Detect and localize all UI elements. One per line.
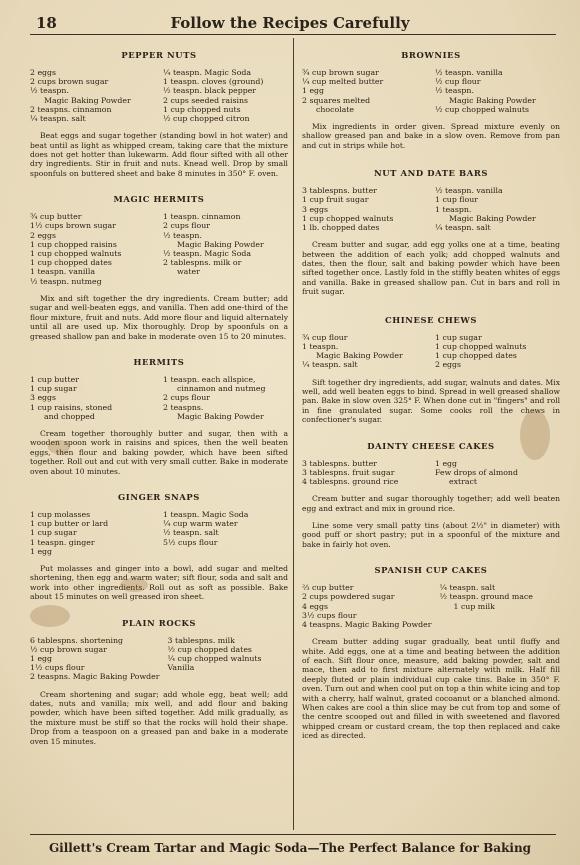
header-rule xyxy=(30,34,556,35)
ingredient: Magic Baking Powder xyxy=(449,95,536,105)
ingredient: water xyxy=(177,267,200,277)
ingredient: ¼ teaspn. salt xyxy=(439,583,496,593)
directions: Put molasses and ginger into a bowl, add sugar and melted shortening, then egg and warm water; sift flour, soda and salt and work into other ingredients. Roll out as soft as possible. Bake about 15 minutes on well greased iron sheet. xyxy=(30,563,288,602)
ingredient: 4 eggs xyxy=(302,601,329,611)
ingredient: Magic Baking Powder xyxy=(177,239,264,249)
ingredient: 2 teaspns. cinnamon xyxy=(30,104,112,114)
stain-mark xyxy=(48,440,70,454)
ingredient: ½ cup chopped citron xyxy=(163,114,250,124)
ingredient: ½ teaspn. salt xyxy=(163,528,219,538)
ingredient: 2 cups flour xyxy=(163,393,210,403)
recipe-hermits xyxy=(30,357,288,476)
page-footer: Gillett's Cream Tartar and Magic Soda—The Perfect Balance for Baking xyxy=(48,841,532,855)
ingredient: 2 cups flour xyxy=(163,221,210,231)
ingredient: ¼ cup melted butter xyxy=(302,77,384,87)
ingredient: 3½ cups flour xyxy=(302,610,357,620)
ingredient: and chopped xyxy=(44,411,95,421)
ingredient: ½ teaspn. vanilla xyxy=(435,68,503,77)
ingredient: ½ cup flour xyxy=(435,77,481,87)
stain-mark xyxy=(120,578,148,592)
ingredient: 1 cup raisins, stoned xyxy=(30,402,113,412)
ingredient: 2 teaspns. xyxy=(163,402,204,412)
ingredient: 1 cup chopped dates xyxy=(30,258,112,268)
ingredient: Magic Baking Powder xyxy=(449,213,536,223)
ingredient: chocolate xyxy=(316,104,355,114)
ingredient: 1 teaspn. vanilla xyxy=(30,267,96,277)
ingredient: 1 cup chopped nuts xyxy=(163,104,241,114)
ingredient: Magic Baking Powder xyxy=(316,351,403,361)
ingredients xyxy=(30,375,288,421)
directions: Cream shortening and sugar; add whole egg, beat well; add dates, nuts and vanilla; mix well, and add flour and baking powder, which have been sifted together. Add milk gradually, as the mixture must be stiff so that the rocks will hold their shape. Drop from a teaspoon on a greased pan and bake in a moderate oven 15 minutes. xyxy=(30,689,288,746)
ingredients xyxy=(30,510,288,556)
recipe-title: DAINTY CHEESE CAKES xyxy=(367,440,495,451)
ingredients xyxy=(30,68,288,123)
left-column xyxy=(30,44,288,756)
ingredient: ½ cup chopped walnuts xyxy=(435,104,530,114)
ingredients xyxy=(302,583,560,629)
recipe-title: PEPPER NUTS xyxy=(121,50,197,60)
recipe-dainty-cheese-cakes xyxy=(302,441,560,550)
recipe-title: MAGIC HERMITS xyxy=(113,194,205,205)
ingredient: ¾ cup butter xyxy=(30,212,82,222)
page-number: 18 xyxy=(36,14,57,32)
recipe-title: NUT AND DATE BARS xyxy=(373,168,489,179)
ingredient: 1 cup fruit sugar xyxy=(302,195,369,205)
ingredient: ⅔ cup butter xyxy=(302,583,354,593)
ingredient: 1 teaspn. ginger xyxy=(30,537,95,547)
ingredient: 1 cup flour xyxy=(435,195,478,205)
recipe-ginger-snaps xyxy=(30,492,288,602)
ingredient: 2 cups seeded raisins xyxy=(163,95,248,105)
ingredient: ¾ cup brown sugar xyxy=(302,68,379,77)
ingredient: 2 teaspns. Magic Baking Powder xyxy=(30,672,160,682)
ingredient: 6 tablespns. shortening xyxy=(30,635,124,645)
ingredient: 1 cup sugar xyxy=(30,528,77,538)
directions: Cream butter adding sugar gradually, beat until fluffy and white. Add eggs, one at a time and beating between the addition of each. Sift flour once, measure, add baking powder, salt and mace, then add to first mixture alternately with milk. Half fill deeply fluted or plain individual cup cake tins. Bake in 350° F. oven. Turn out and when cool put on top a thin white icing and top with a cherry, half walnut, grated cocoanut or a blanched almond. When cakes are cool a thin slice may be cut from top and some of the centre scooped out and filled in with sweetened and flavored whipped cream or custard cream, the top then replaced and cake iced as directed. xyxy=(302,637,560,741)
ingredient: 1 cup butter or lard xyxy=(30,519,109,529)
ingredients xyxy=(302,333,560,370)
ingredient: ½ teaspn. black pepper xyxy=(163,86,257,96)
ingredient: ¼ cup chopped walnuts xyxy=(167,654,262,663)
ingredient: ½ teaspn. xyxy=(435,86,474,96)
ingredient: 1 teaspn. cloves (ground) xyxy=(163,77,264,87)
ingredient: 1½ cups brown sugar xyxy=(30,221,116,231)
ingredient: 1 teaspn. cinnamon xyxy=(163,212,241,222)
ingredient: 2 eggs xyxy=(30,230,57,240)
directions: Sift together dry ingredients, add sugar, walnuts and dates. Mix well, add well beaten eggs to bind. Spread in well greased shallow pan. Bake in slow oven 325° F. When done cut in "fingers" and roll in fine granulated sugar. Some cooks roll the chews in confectioner's sugar. xyxy=(302,377,560,425)
ingredients xyxy=(302,68,560,114)
recipe-pepper-nuts xyxy=(30,50,288,178)
directions-continued: Line some very small patty tins (about 2½" in diameter) with good puff or short pastry; put in a spoonful of the mixture and bake in fairly hot oven. xyxy=(302,520,560,549)
ingredient: 3 tablespns. milk xyxy=(167,635,235,645)
ingredient: 3 tablespns. butter xyxy=(302,458,377,468)
ingredient: ½ teaspn. ground mace xyxy=(439,592,533,602)
ingredient: ½ teaspn. Magic Soda xyxy=(163,249,252,259)
directions: Cream together thoroughly butter and sugar, then with a wooden spoon work in raisins and spices, then the well beaten eggs, then flour and baking powder, which have been sifted together. Roll out and cut with very small cutter. Bake in moderate oven about 10 minutes. xyxy=(30,428,288,476)
ingredient: 1 cup chopped dates xyxy=(435,351,517,361)
ingredient: ½ cup chopped dates xyxy=(167,644,252,654)
ingredients xyxy=(30,212,288,286)
directions: Cream butter and sugar, add egg yolks one at a time, beating between the addition of each yolk; add chopped walnuts and dates, then the flour, salt and baking powder which have been sifted together once. Lastly fold in the stiffly beaten whites of eggs and vanilla. Bake in greased shallow pan. Cut in bars and roll in fruit sugar. xyxy=(302,240,560,297)
ingredient: ¼ teaspn. salt xyxy=(302,360,358,370)
ingredient: 1 cup chopped walnuts xyxy=(302,213,394,223)
recipe-title: HERMITS xyxy=(133,356,185,367)
directions: Beat eggs and sugar together (standing bowl in hot water) and beat until as light as whipped cream, taking care that the mixture does not get hotter than lukewarm. Add flour sifted with all other dry ingredients. Stir in fruit and nuts. Knead well. Drop by small spoonfuls on buttered sheet and bake 8 minutes in 350° F. oven. xyxy=(30,131,288,178)
ingredient: 2 cups powdered sugar xyxy=(302,592,395,602)
ingredient: 5½ cups flour xyxy=(163,537,218,547)
ingredient: 1 egg xyxy=(30,654,53,663)
ingredient: 1 cup sugar xyxy=(435,332,482,342)
ingredient: 1 teaspn. Magic Soda xyxy=(163,509,249,519)
ingredient: 3 tablespns. butter xyxy=(302,186,377,196)
ingredient: Few drops of almond xyxy=(435,467,518,477)
ingredient: ½ cup brown sugar xyxy=(30,644,107,654)
ingredient: 1 egg xyxy=(30,546,53,556)
ingredient: 1 teaspn. xyxy=(435,204,472,214)
directions: Mix ingredients in order given. Spread mixture evenly on shallow greased pan and bake in a slow oven. Remove from pan and cut in strips while hot. xyxy=(302,122,560,150)
ingredient: 1 egg xyxy=(435,458,458,468)
ingredient: 2 squares melted xyxy=(302,95,371,105)
ingredient: Vanilla xyxy=(167,663,195,673)
ingredient: 3 eggs xyxy=(302,204,329,214)
recipe-brownies xyxy=(302,50,560,150)
right-column xyxy=(302,44,560,751)
recipe-title: BROWNIES xyxy=(401,50,461,60)
ingredient: 1 teaspn. each allspice, xyxy=(163,374,256,384)
ingredient: cinnamon and nutmeg xyxy=(177,384,266,394)
ingredient: 2 cups brown sugar xyxy=(30,77,109,87)
ingredient: 1 cup molasses xyxy=(30,509,91,519)
ingredient: ¼ teaspn. Magic Soda xyxy=(163,68,252,77)
recipe-nut-and-date-bars xyxy=(302,168,560,296)
ingredient: 1 cup milk xyxy=(453,601,495,611)
ingredient: ¼ teaspn. salt xyxy=(30,114,86,124)
ingredient: 4 tablespns. ground rice xyxy=(302,476,399,486)
ingredient: ½ teaspn. xyxy=(30,86,69,96)
ingredient: 4 teaspns. Magic Baking Powder xyxy=(302,619,432,629)
ingredient: 2 eggs xyxy=(435,360,462,370)
recipe-plain-rocks xyxy=(30,618,288,746)
ingredient: 1 teaspn. xyxy=(302,341,339,351)
ingredient: 2 eggs xyxy=(30,68,57,77)
ingredient: 1½ cups flour xyxy=(30,663,85,673)
ingredient: ¾ cup flour xyxy=(302,332,348,342)
ingredient: 1 lb. chopped dates xyxy=(302,223,380,233)
recipe-title: PLAIN ROCKS xyxy=(121,617,197,628)
ingredient: Magic Baking Powder xyxy=(177,411,264,421)
footer-rule xyxy=(30,834,556,835)
ingredient: 1 cup chopped walnuts xyxy=(435,341,527,351)
recipe-title: SPANISH CUP CAKES xyxy=(374,565,488,576)
recipe-chinese-chews xyxy=(302,315,560,425)
ingredient: 1 cup chopped raisins xyxy=(30,239,117,249)
ingredient: 1 cup chopped walnuts xyxy=(30,249,122,259)
column-divider xyxy=(293,38,294,830)
recipe-title: GINGER SNAPS xyxy=(118,491,200,502)
ingredient: 2 tablespns. milk or xyxy=(163,258,242,268)
recipe-magic-hermits xyxy=(30,194,288,341)
ingredient: 3 eggs xyxy=(30,393,57,403)
recipe-spanish-cup-cakes xyxy=(302,565,560,740)
ingredient: extract xyxy=(449,476,478,486)
ingredient: 1 cup butter xyxy=(30,374,79,384)
ingredient: 1 cup sugar xyxy=(30,384,77,394)
stain-mark xyxy=(520,410,550,460)
ingredients xyxy=(302,459,560,487)
recipe-title: CHINESE CHEWS xyxy=(384,314,478,325)
page-header xyxy=(0,6,580,32)
ingredient: ¼ cup warm water xyxy=(163,519,238,529)
ingredients xyxy=(302,186,560,232)
page-title: Follow the Recipes Carefully xyxy=(170,14,410,32)
ingredient: 1 egg xyxy=(302,86,325,96)
ingredient: ½ teaspn. xyxy=(163,230,202,240)
ingredients xyxy=(30,636,288,682)
directions: Mix and sift together the dry ingredients. Cream butter; add sugar and well-beaten eggs, and vanilla. Then add one-third of the flour mixture, fruit and nuts. Add more flour and liquid alternately until all are used up. Mix thoroughly. Drop by spoonfuls on a greased shallow pan and bake in moderate oven 15 to 20 minutes. xyxy=(30,293,288,341)
stain-mark xyxy=(30,605,70,627)
directions: Cream butter and sugar thoroughly together; add well beaten egg and extract and mix in ground rice. xyxy=(302,494,560,513)
ingredient: ¼ teaspn. salt xyxy=(435,223,491,233)
ingredient: ½ teaspn. nutmeg xyxy=(30,276,102,286)
ingredient: Magic Baking Powder xyxy=(44,95,131,105)
ingredient: ½ teaspn. vanilla xyxy=(435,186,503,196)
ingredient: 3 tablespns. fruit sugar xyxy=(302,467,395,477)
